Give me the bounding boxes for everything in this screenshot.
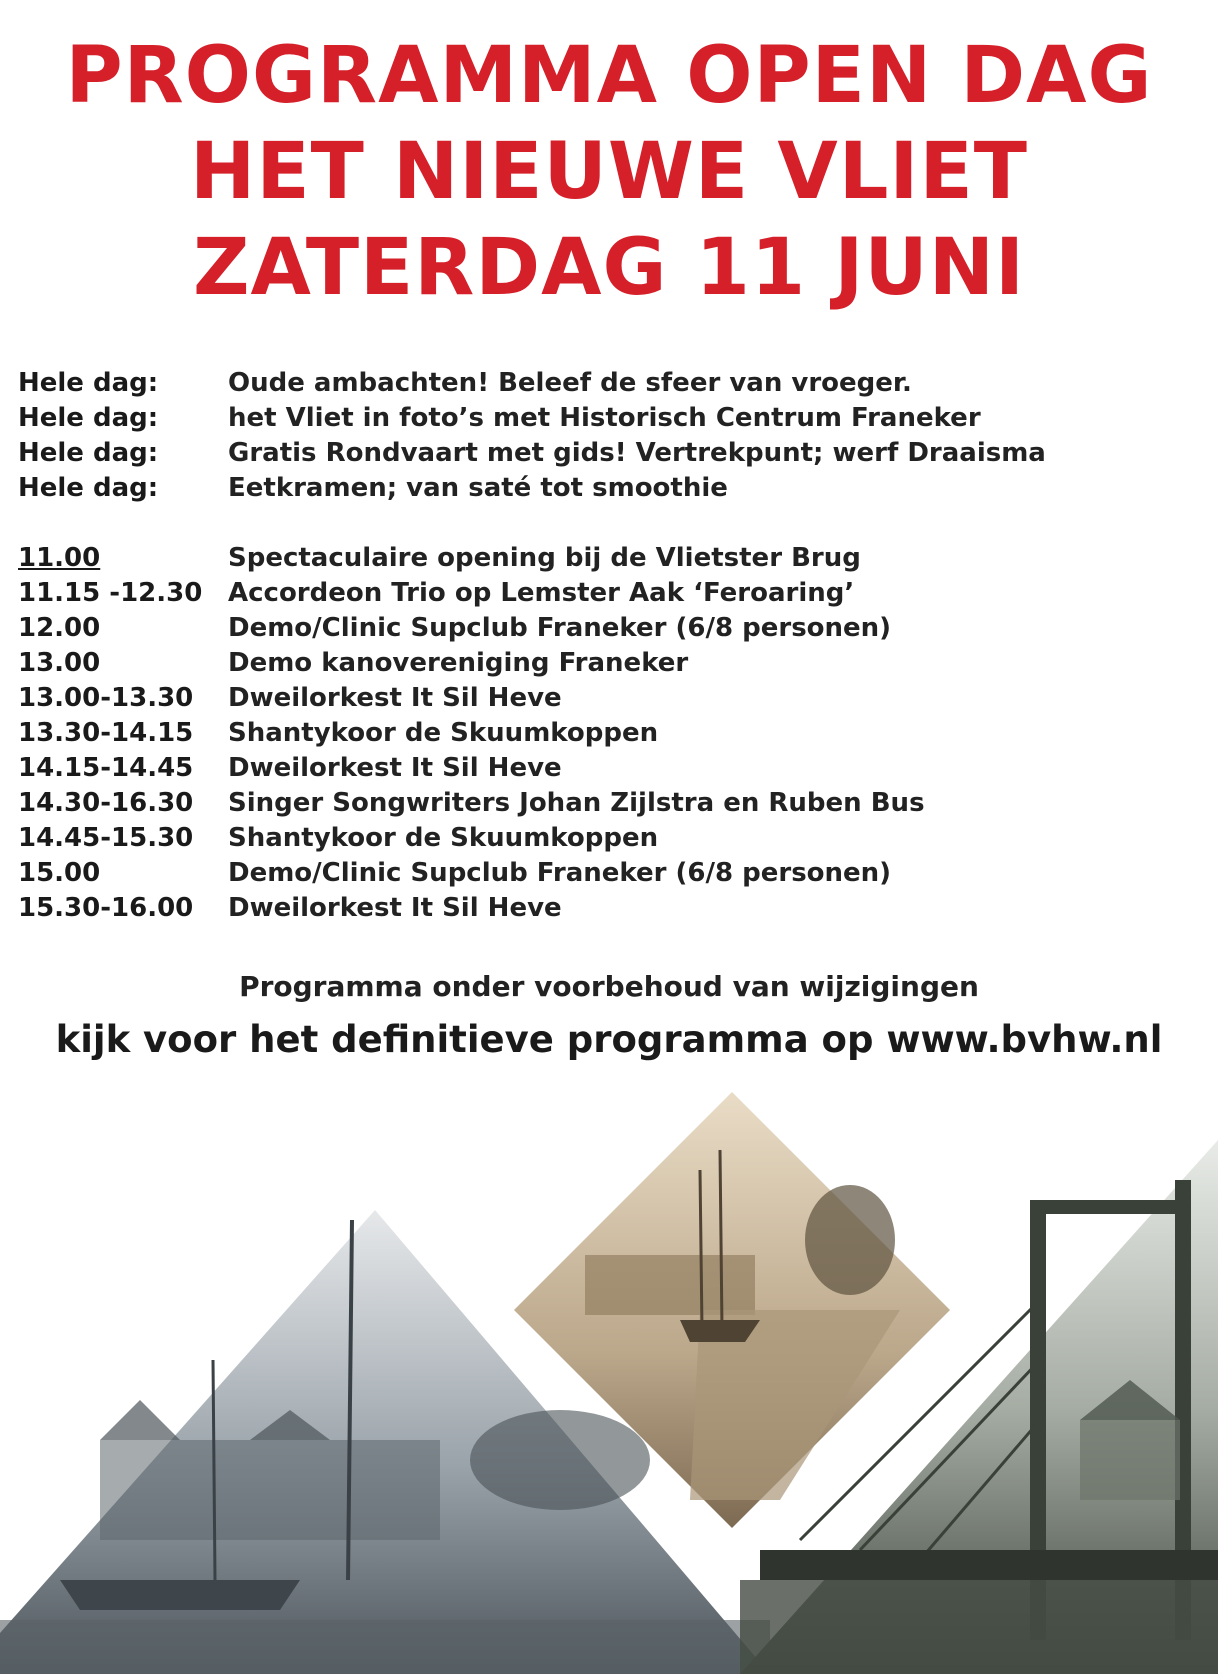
row-description: Shantykoor de Skuumkoppen	[228, 718, 659, 748]
row-description: Accordeon Trio op Lemster Aak ‘Feroaring’	[228, 578, 855, 608]
disclaimer-note: Programma onder voorbehoud van wijzigingen	[239, 970, 979, 1003]
poster-title	[0, 28, 1218, 316]
row-time: 14.15-14.45	[18, 753, 194, 783]
section-spacer	[18, 506, 1208, 541]
website-line: kijk voor het definitieve programma op www.bvhw.nl	[55, 1018, 1163, 1061]
schedule-row	[18, 856, 1208, 891]
schedule-row	[18, 646, 1208, 681]
row-time: 13.30-14.15	[18, 718, 194, 748]
row-description: Dweilorkest It Sil Heve	[228, 753, 562, 783]
row-time: 12.00	[18, 613, 101, 643]
schedule-row	[18, 576, 1208, 611]
row-description: Gratis Rondvaart met gids! Vertrekpunt; werf Draaisma	[228, 438, 1046, 468]
all-day-row	[18, 366, 1208, 401]
row-description: Demo kanovereniging Franeker	[228, 648, 689, 678]
row-time: 14.30-16.30	[18, 788, 194, 818]
row-description: Demo/Clinic Supclub Franeker (6/8 personen)	[228, 858, 892, 888]
row-description: Eetkramen; van saté tot smoothie	[228, 473, 728, 503]
row-description: Oude ambachten! Beleef de sfeer van vroeger.	[228, 368, 912, 398]
title-line-2: HET NIEUWE VLIET	[190, 127, 1028, 217]
schedule-row	[18, 786, 1208, 821]
schedule-row	[18, 716, 1208, 751]
row-time: Hele dag:	[18, 438, 159, 468]
schedule-row	[18, 611, 1208, 646]
all-day-row	[18, 401, 1208, 436]
row-time: 15.00	[18, 858, 101, 888]
program-schedule	[18, 366, 1208, 926]
row-description: Singer Songwriters Johan Zijlstra en Ruben Bus	[228, 788, 925, 818]
row-time: 15.30-16.00	[18, 893, 194, 923]
all-day-row	[18, 436, 1208, 471]
row-time: 14.45-15.30	[18, 823, 194, 853]
schedule-row	[18, 891, 1208, 926]
schedule-row	[18, 681, 1208, 716]
row-description: Dweilorkest It Sil Heve	[228, 893, 562, 923]
row-description: Spectaculaire opening bij de Vlietster Brug	[228, 543, 861, 573]
row-time: 11.15 -12.30	[18, 578, 203, 608]
historic-photo-collage	[0, 1080, 1218, 1674]
schedule-row	[18, 751, 1208, 786]
schedule-row	[18, 541, 1208, 576]
row-time: 13.00-13.30	[18, 683, 194, 713]
title-line-1: PROGRAMMA OPEN DAG	[65, 31, 1153, 121]
schedule-row	[18, 821, 1208, 856]
row-description: Demo/Clinic Supclub Franeker (6/8 personen)	[228, 613, 892, 643]
row-description: het Vliet in foto’s met Historisch Centrum Franeker	[228, 403, 981, 433]
row-description: Dweilorkest It Sil Heve	[228, 683, 562, 713]
all-day-row	[18, 471, 1208, 506]
row-time: Hele dag:	[18, 403, 159, 433]
row-time: Hele dag:	[18, 368, 159, 398]
row-time: 13.00	[18, 648, 101, 678]
title-line-3: ZATERDAG 11 JUNI	[192, 223, 1026, 313]
row-time: 11.00	[18, 543, 101, 573]
row-time: Hele dag:	[18, 473, 159, 503]
row-description: Shantykoor de Skuumkoppen	[228, 823, 659, 853]
